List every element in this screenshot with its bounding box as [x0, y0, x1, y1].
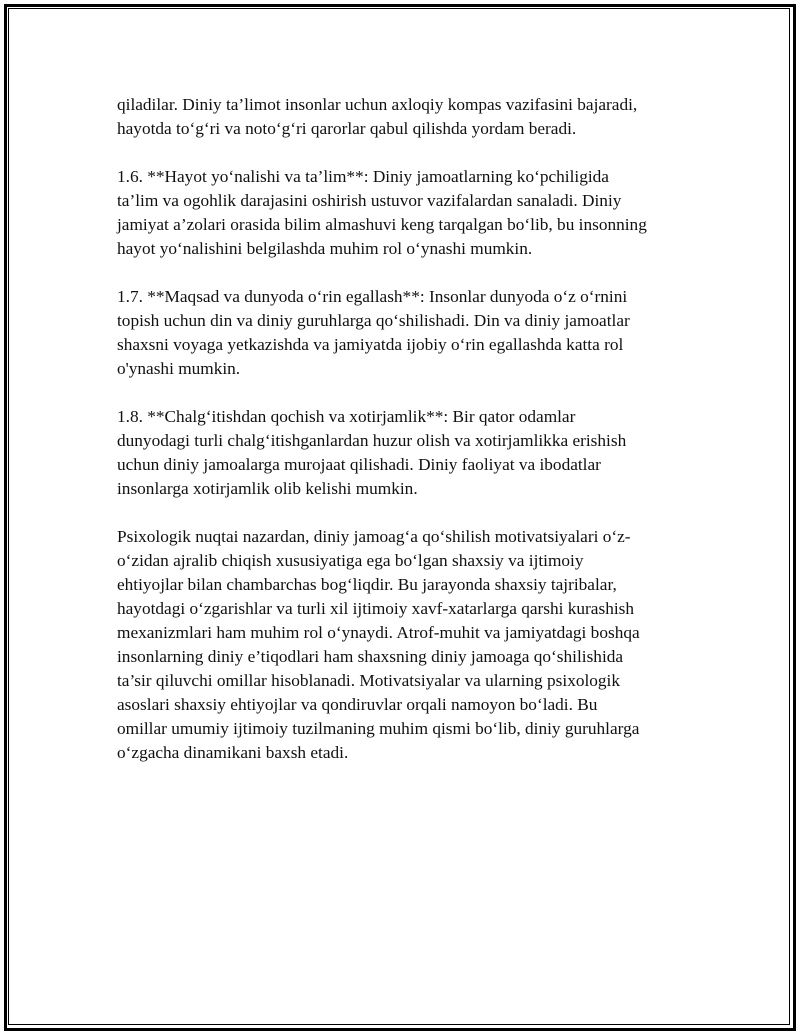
- paragraph-section-1-8: 1.8. **Chalg‘itishdan qochish va xotirjamlik**: Bir qator odamlar dunyodagi turli chalg‘itishganlardan huzur olish va xotirjamlikka erishish uchun diniy jamoalarga murojaat qilishadi. Diniy faoliyat va ibodatlar insonlarga xotirjamlik olib kelishi mumkin.: [117, 407, 627, 498]
- document-body: [117, 93, 687, 789]
- paragraph-section-1-7: 1.7. **Maqsad va dunyoda o‘rin egallash**: Insonlar dunyoda o‘z o‘rnini topish uchun din va diniy guruhlarga qo‘shilishadi. Din va diniy jamoatlar shaxsni voyaga yetkazishda va jamiyatda ijobiy o‘rin egallashda katta rol o'ynashi mumkin.: [117, 287, 630, 378]
- paragraph-continuation: qiladilar. Diniy ta’limot insonlar uchun axloqiy kompas vazifasini bajaradi, hayotda to‘g‘ri va noto‘g‘ri qarorlar qabul qilishda yordam beradi.: [117, 95, 638, 138]
- paragraph-section-1-6: 1.6. **Hayot yo‘nalishi va ta’lim**: Diniy jamoatlarning ko‘pchiligida ta’lim va ogohlik darajasini oshirish ustuvor vazifalardan sanaladi. Diniy jamiyat a’zolari orasida bilim almashuvi keng tarqalgan bo‘lib, bu insonning hayot yo‘nalishini belgilashda muhim rol o‘ynashi mumkin.: [117, 167, 647, 258]
- paragraph-psychological-summary: Psixologik nuqtai nazardan, diniy jamoag‘a qo‘shilish motivatsiyalari o‘z- o‘zidan ajralib chiqish xususiyatiga ega bo‘lgan shaxsiy va ijtimoiy ehtiyojlar bilan chambarchas bog‘liqdir. Bu jarayonda shaxsiy tajribalar, hayotdagi o‘zgarishlar va turli xil ijtimoiy xavf-xatarlarga qarshi kurashish mexanizmlari ham muhim rol o‘ynaydi. Atrof-muhit va jamiyatdagi boshqa insonlarning diniy e’tiqodlari ham shaxsning diniy jamoaga qo‘shilishida ta’sir qiluvchi omillar hisoblanadi. Motivatsiyalar va ularning psixologik asoslari shaxsiy ehtiyojlar va qondiruvlar orqali namoyon bo‘ladi. Bu omillar umumiy ijtimoiy tuzilmaning muhim qismi bo‘lib, diniy guruhlarga o‘zgacha dinamikani baxsh etadi.: [117, 527, 640, 762]
